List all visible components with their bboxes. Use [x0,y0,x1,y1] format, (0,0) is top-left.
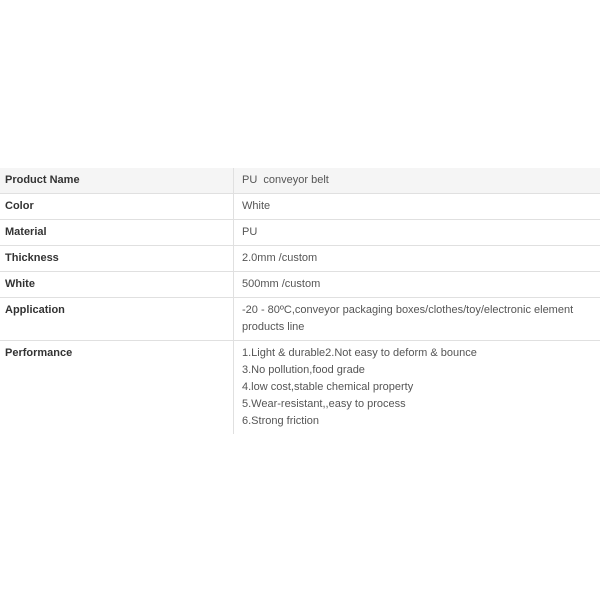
table-row [0,168,600,194]
performance-line: 1.Light & durable2.Not easy to deform & bounce [242,347,477,359]
table-row [0,194,600,220]
table-row [0,341,600,435]
spec-label: Performance [0,341,234,435]
spec-value: White [234,194,600,220]
spec-label: Application [0,298,234,341]
table-row [0,298,600,341]
table-row [0,272,600,298]
spec-value: PU [234,220,600,246]
performance-line: 5.Wear-resistant,,easy to process [242,398,406,410]
spec-label: Thickness [0,246,234,272]
product-spec-table [0,168,600,434]
performance-line: 4.low cost,stable chemical property [242,381,414,393]
table-row [0,246,600,272]
spec-value: 500mm /custom [234,272,600,298]
spec-value: -20 - 80ºC,conveyor packaging boxes/clothes/toy/electronic element products line [234,298,600,341]
table-row [0,220,600,246]
spec-value: 2.0mm /custom [234,246,600,272]
spec-value [234,341,600,435]
performance-line: 3.No pollution,food grade [242,364,365,376]
spec-label: Color [0,194,234,220]
spec-label: White [0,272,234,298]
performance-line: 6.Strong friction [242,415,320,427]
spec-label: Product Name [0,168,234,194]
spec-label: Material [0,220,234,246]
spec-value: PU conveyor belt [234,168,600,194]
